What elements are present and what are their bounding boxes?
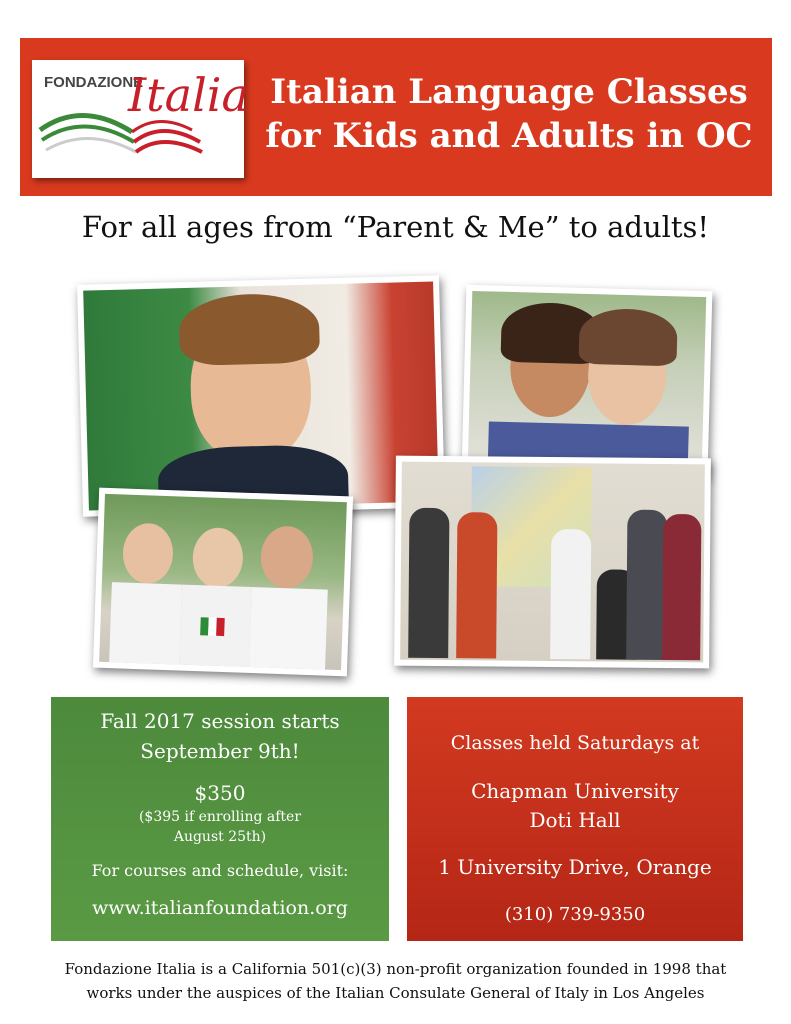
logo-italia-text: Italia (128, 68, 249, 122)
footer-line-1: Fondazione Italia is a California 501(c)(3) non-profit organization founded in 1998 that (64, 960, 727, 978)
session-start-line-1: Fall 2017 session starts (100, 709, 340, 733)
footer-line-2: works under the auspices of the Italian Consulate General of Italy in Los Angeles (86, 984, 705, 1002)
title-line-2: for Kids and Adults in OC (265, 116, 753, 156)
schedule-text: Classes held Saturdays at (450, 732, 700, 754)
subtitle: For all ages from “Parent & Me” to adults! (81, 210, 710, 244)
venue-address: 1 University Drive, Orange (438, 855, 712, 879)
venue-hall: Doti Hall (529, 808, 621, 832)
late-price-line-1: ($395 if enrolling after (138, 809, 302, 825)
session-info-box (51, 697, 389, 941)
header-banner (20, 38, 772, 196)
photo-three-girls (93, 488, 353, 677)
footer-note (0, 957, 791, 1005)
photo-teachers-group (394, 456, 711, 669)
photo-two-girls (462, 285, 713, 477)
photo-boy-with-flag (77, 275, 445, 516)
phone-number[interactable]: (310) 739-9350 (504, 904, 646, 925)
session-start-line-2: September 9th! (140, 739, 300, 763)
logo-fondazione-text: FONDAZIONE (44, 74, 144, 91)
website-link[interactable]: www.italianfoundation.org (92, 897, 348, 919)
venue-name: Chapman University (471, 779, 679, 803)
visit-text: For courses and schedule, visit: (91, 861, 349, 880)
session-price: $350 (194, 781, 246, 805)
page-title (260, 70, 758, 158)
title-line-1: Italian Language Classes (270, 72, 748, 112)
late-price-line-2: August 25th) (173, 829, 267, 845)
fondazione-italia-logo (32, 60, 249, 178)
location-info-box (407, 697, 743, 941)
